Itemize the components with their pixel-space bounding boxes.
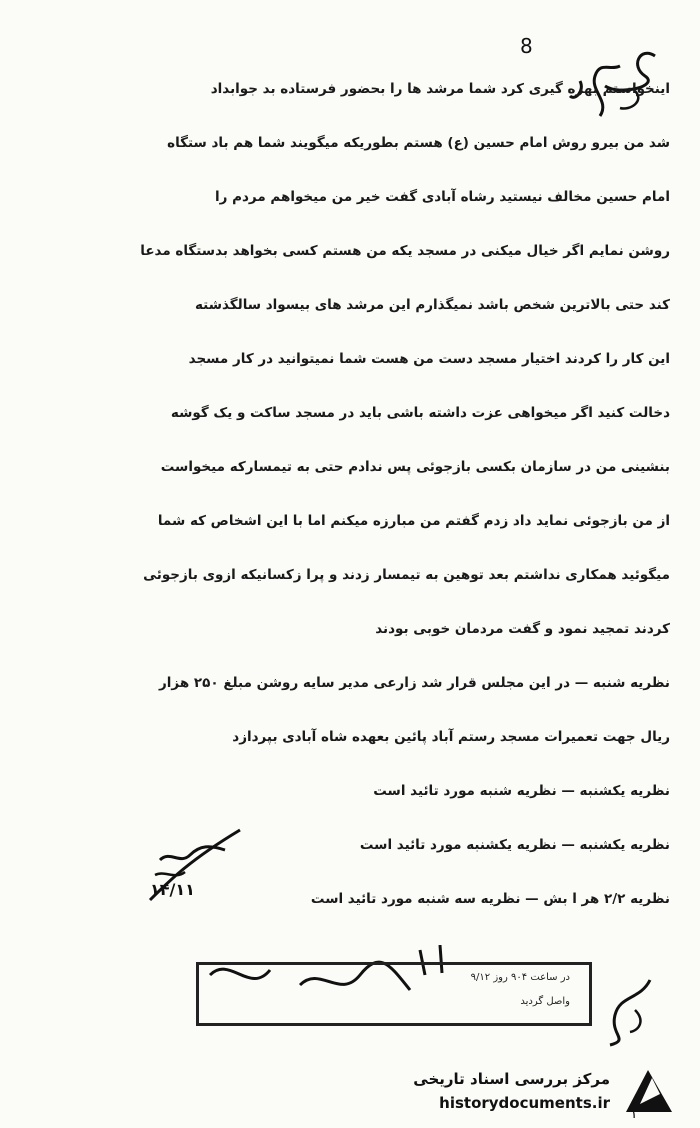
text-line: نظریه یکشنبه — نظریه یکشنبه مورد تائید است [359,837,670,853]
stamp-received-line: واصل گردید [520,996,570,1007]
text-line: نظریه یکشنبه — نظریه شنبه مورد تائید است [373,783,670,799]
text-line: این کار را کردند اختیار مسجد دست من هست شما نمیتوانید در کار مسجد [188,351,670,367]
text-line: اینخواستم بهره گیری کرد شما مرشد ها را بحضور فرستاده بد جوابداد [210,81,670,97]
watermark-title: مرکز بررسی اسناد تاریخی [413,1070,610,1088]
text-line: شد من بیرو روش امام حسین (ع) هستم بطوریکه میگویند شما هم باد ستگاه [167,135,670,151]
signature-date: ۱۴/۱۱ [150,880,195,899]
text-line: کند حتی بالاترین شخص باشد نمیگذارم این مرشد های بیسواد سالگذشته [195,297,670,313]
text-line: ریال جهت تعمیرات مسجد رستم آباد پائین بعهده شاه آبادی بپردازد [232,729,670,745]
text-line: نظریه شنبه — در این مجلس قرار شد زارعی مدیر سایه روشن مبلغ ۲۵۰ هزار [159,675,670,691]
watermark-url: historydocuments.ir [439,1094,610,1112]
text-line: نظریه ۲/۲ هر ا بش — نظریه سه شنبه مورد تائید است [310,891,670,907]
handwritten-initials [600,970,660,1050]
text-line: امام حسین مخالف نیستید رشاه آبادی گفت خیر من میخواهم مردم را [215,189,670,205]
text-line: میگوئید همکاری نداشتم بعد توهین به تیمسار زدند و پرا زکسانیکه ازوی بازجوئی [143,567,670,583]
text-line: روشن نمایم اگر خیال میکنی در مسجد یکه من هستم کسی بخواهد بدستگاه مدعا [140,243,670,259]
archive-logo-icon [618,1064,680,1120]
text-line: کردند تمجید نمود و گفت مردمان خوبی بودند [375,621,670,637]
text-line: دخالت کنید اگر میخواهی عزت داشته باشی باید در مسجد ساکت و یک گوشه [170,405,670,421]
stamp-time-line: در ساعت ۹۰۴ روز ۹/۱۲ [470,972,570,983]
text-line: بنشینی من در سازمان بکسی بازجوئی پس ندادم حتی به تیمسارکه میخواست [160,459,670,475]
handwritten-signature [140,820,250,920]
page-number: 8 [520,34,533,58]
text-line: از من بازجوئی نماید داد زدم گفتم من مبارزه میکنم اما با این اشخاص که شما [157,513,670,529]
corner-mark: ۱ [630,1106,638,1122]
document-body [30,62,670,926]
